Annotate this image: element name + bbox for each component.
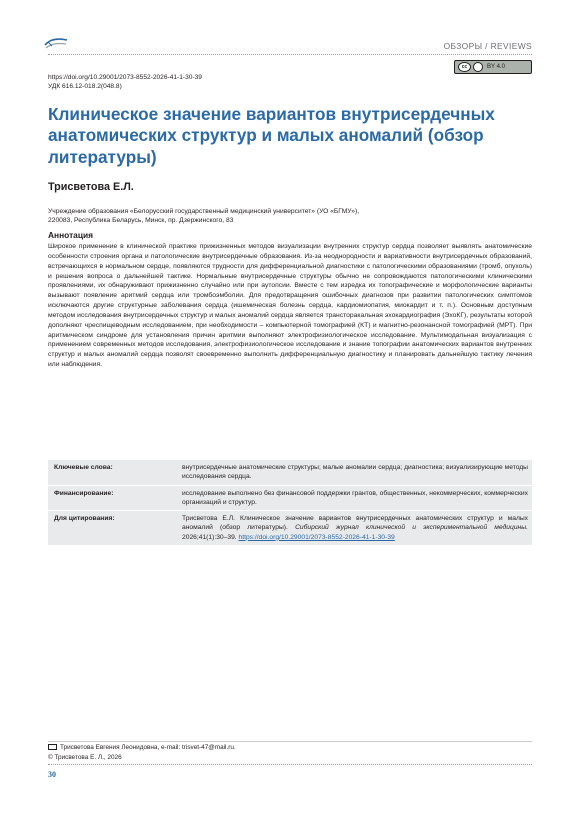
journal-logo-icon xyxy=(44,36,68,50)
keywords-label: Ключевые слова: xyxy=(54,464,113,471)
by-person-icon xyxy=(473,62,483,72)
doi-link[interactable]: https://doi.org/10.29001/2073-8552-2026-41-1-30-39 xyxy=(48,74,202,81)
header-divider xyxy=(48,54,532,55)
footer-divider-dotted xyxy=(48,764,532,765)
correspondence xyxy=(48,744,236,753)
footer-divider xyxy=(48,741,532,742)
article-identifiers xyxy=(48,73,202,91)
article-meta-table xyxy=(48,460,532,546)
citation-journal: Сибирский журнал клинической и экспериментальной медицины. xyxy=(295,524,529,532)
keywords-value: внутрисердечные анатомические структуры; малые аномалии сердца; диагностика; визуализирующие методы исследования сердца. xyxy=(182,464,528,481)
funding-row xyxy=(48,485,532,511)
affiliation xyxy=(48,207,359,225)
udc-code: УДК 616.12-018.2(048.8) xyxy=(48,83,122,90)
license-label: BY 4.0 xyxy=(487,64,505,70)
cc-license-badge[interactable] xyxy=(454,60,532,74)
section-label: ОБЗОРЫ / REVIEWS xyxy=(443,41,532,51)
correspondence-text: Трисветова Евгения Леонидовна, e-mail: trisvet-47@mail.ru. xyxy=(60,744,236,751)
citation-row xyxy=(48,511,532,546)
funding-label: Финансирование: xyxy=(54,489,114,497)
affiliation-institution: Учреждение образования «Белорусский государственный медицинский университет» (УО «БГМУ»), xyxy=(48,208,360,215)
citation-doi-link[interactable]: https://doi.org/10.29001/2073-8552-2026-41-1-30-39 xyxy=(238,533,395,541)
cc-icon: cc xyxy=(458,62,471,72)
copyright: © Трисветова Е. Л., 2026 xyxy=(48,754,122,761)
citation-year: 2026;41(1):30–39. xyxy=(182,533,237,541)
envelope-icon xyxy=(48,744,57,750)
citation-label: Для цитирования: xyxy=(54,515,115,523)
keywords-row xyxy=(48,460,532,485)
affiliation-address: 220083, Республика Беларусь, Минск, пр. Дзержинского, 83 xyxy=(48,217,234,224)
page-number: 30 xyxy=(48,770,56,779)
abstract-text: Широкое применение в клинической практике прижизненных методов визуализации внутренних структур сердца позволяет выявлять анатомические особенности строения органа и патологические внутрисердечные образования. Из-за неоднородности и вариативности внутрисердечных образований, встречающихся в нормальном сердце, появляются трудности для дифференциальной диагностики с патологическими образованиями (тромб, опухоль) и решения вопроса о дальнейшей тактике. Нормальные внутрисердечные структуры обычно не сопровождаются патологическими клиническими проявлениями, их обнаруживают прижизненно случайно или при аутопсии. Вместе с тем изредка их топографические и морфологические варианты вызывают появление аритмий сердца или тромбоэмболии. Для предотвращения ошибочных диагнозов при развитии патологических симптомов исключаются другие структурные заболевания сердца (ишемическая болезнь сердца, кардиомиопатия, миокардит и т. п.). Основным доступным методом исследования внутрисердечных структур и малых аномалий сердца является трансторакальная эхокардиография (ЭхоКГ), результаты которой дополняют чреспищеводным исследованием, при необходимости – компьютерной томографией (КТ) и магнитно-резонансной томографией (МРТ). При аритмическом синдроме для установления причин аритмии выполняют электрофизиологическое исследование. Мультимодальная визуализация с применением современных методов исследования, электрофизиологическое исследование и знание топографии анатомических вариантов внутренних структур и малых аномалий сердца позволят своевременно выполнить дифференциальную диагностику и планировать дальнейшую тактику лечения или наблюдения. xyxy=(48,243,532,369)
article-title: Клиническое значение вариантов внутрисердечных анатомических структур и малых аномалий (обзор литературы) xyxy=(48,104,495,167)
citation-main: Трисветова Е.Л. Клиническое значение вариантов внутрисердечных анатомических структур и малых аномалий (обзор литературы). xyxy=(182,515,528,532)
abstract-heading: Аннотация xyxy=(48,230,94,240)
funding-value: исследование выполнено без финансовой поддержки грантов, общественных, некоммерческих, коммерческих организаций и структур. xyxy=(182,489,528,506)
citation-value xyxy=(176,511,532,546)
author-name: Трисветова Е.Л. xyxy=(48,181,134,193)
